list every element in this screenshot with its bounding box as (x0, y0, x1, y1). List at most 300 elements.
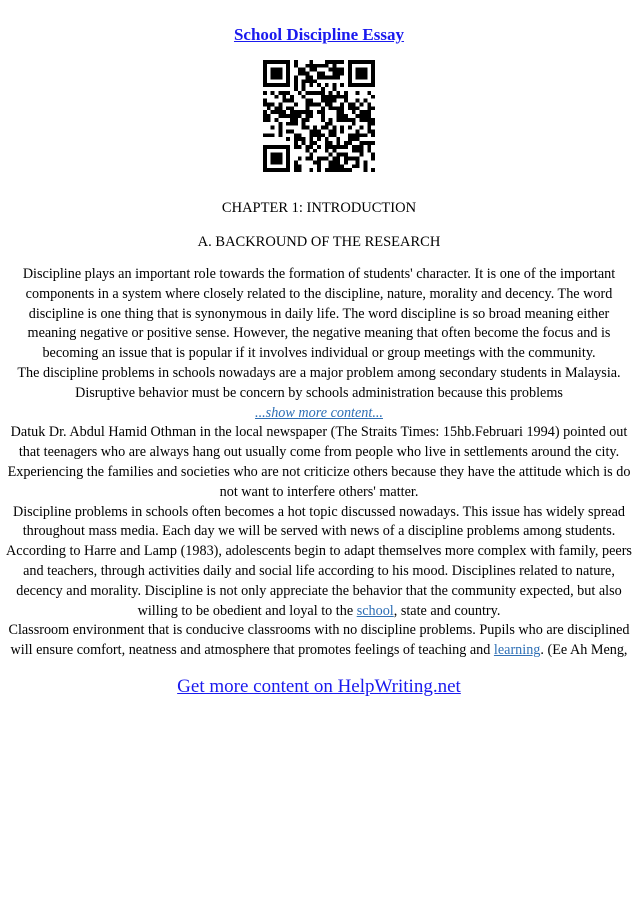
qr-module (267, 145, 271, 149)
qr-module (321, 95, 325, 99)
qr-module (352, 122, 356, 126)
qr-module (321, 75, 325, 79)
qr-module (371, 72, 375, 76)
qr-module (271, 68, 275, 72)
qr-module (340, 168, 344, 172)
qr-module (356, 137, 360, 141)
qr-module (302, 95, 306, 99)
qr-module (275, 106, 279, 110)
qr-module (313, 91, 317, 95)
qr-module (321, 118, 325, 122)
qr-module (313, 102, 317, 106)
qr-module (356, 99, 360, 103)
qr-module (278, 68, 282, 72)
qr-module (356, 149, 360, 153)
qr-module (271, 133, 275, 137)
qr-module (290, 110, 294, 114)
qr-module (371, 133, 375, 137)
qr-module (356, 72, 360, 76)
qr-module (360, 75, 364, 79)
qr-module (271, 72, 275, 76)
qr-module (313, 79, 317, 83)
show-more-row (6, 404, 632, 424)
qr-module (286, 64, 290, 68)
qr-module (348, 75, 352, 79)
qr-module (294, 83, 298, 87)
qr-module (275, 153, 279, 157)
qr-module (356, 114, 360, 118)
qr-module (363, 60, 367, 64)
qr-module (294, 114, 298, 118)
qr-module (309, 137, 313, 141)
qr-module (263, 149, 267, 153)
qr-module (298, 168, 302, 172)
qr-module (271, 160, 275, 164)
qr-module (329, 95, 333, 99)
qr-module (356, 106, 360, 110)
qr-module (321, 110, 325, 114)
qr-module (294, 133, 298, 137)
qr-module (282, 110, 286, 114)
qr-module (352, 102, 356, 106)
qr-module (348, 79, 352, 83)
qr-module (333, 168, 337, 172)
qr-module (278, 153, 282, 157)
qr-module (333, 75, 337, 79)
qr-module (348, 118, 352, 122)
qr-module (305, 114, 309, 118)
qr-module (298, 133, 302, 137)
qr-module (325, 99, 329, 103)
qr-module (309, 130, 313, 134)
qr-module (371, 118, 375, 122)
qr-module (263, 99, 267, 103)
qr-module (267, 114, 271, 118)
qr-module (360, 83, 364, 87)
qr-module (263, 110, 267, 114)
qr-module (333, 60, 337, 64)
school-link[interactable]: school (356, 602, 394, 619)
qr-module (275, 145, 279, 149)
qr-module (336, 75, 340, 79)
qr-module (321, 126, 325, 130)
qr-module (302, 118, 306, 122)
qr-module (286, 145, 290, 149)
qr-module (336, 160, 340, 164)
cta-row (0, 676, 638, 698)
qr-module (275, 118, 279, 122)
qr-module (352, 137, 356, 141)
qr-module (344, 118, 348, 122)
qr-module (344, 114, 348, 118)
qr-module (352, 118, 356, 122)
cta-link[interactable]: Get more content on HelpWriting.net (177, 676, 461, 697)
qr-module (282, 145, 286, 149)
qr-module (329, 133, 333, 137)
qr-module (275, 110, 279, 114)
qr-module (336, 137, 340, 141)
qr-module (336, 114, 340, 118)
qr-module (344, 160, 348, 164)
qr-module (267, 118, 271, 122)
qr-module (333, 149, 337, 153)
paragraph-3: Datuk Dr. Abdul Hamid Othman in the local newspaper (The Straits Times: 15hb.Februari 1994) pointed out that teenagers who are always hang out usually come from people who live in settlements around the city. Experiencing the families and societies who are not criticize others because they have the attitude which is do not want to interfere others' matter. (7, 424, 631, 500)
qr-module (336, 110, 340, 114)
qr-module (317, 83, 321, 87)
qr-module (298, 164, 302, 168)
qr-module (317, 160, 321, 164)
qr-module (294, 145, 298, 149)
qr-module (321, 87, 325, 91)
qr-module (336, 141, 340, 145)
qr-module (348, 60, 352, 64)
qr-module (329, 60, 333, 64)
qr-module (298, 137, 302, 141)
qr-module (305, 99, 309, 103)
qr-module (290, 95, 294, 99)
qr-module (298, 68, 302, 72)
qr-module (278, 130, 282, 134)
qr-module (333, 160, 337, 164)
qr-module (282, 99, 286, 103)
qr-module (371, 64, 375, 68)
chapter-heading: CHAPTER 1: INTRODUCTION (221, 200, 417, 216)
qr-module (329, 160, 333, 164)
document-title (0, 25, 638, 45)
qr-module (356, 145, 360, 149)
qr-module (333, 87, 337, 91)
qr-module (325, 102, 329, 106)
qr-module (348, 83, 352, 87)
qr-module (371, 79, 375, 83)
qr-module (352, 145, 356, 149)
qr-module (333, 83, 337, 87)
qr-module (267, 83, 271, 87)
qr-module (360, 60, 364, 64)
qr-module (363, 164, 367, 168)
qr-module (294, 122, 298, 126)
qr-module (263, 153, 267, 157)
qr-module (371, 168, 375, 172)
qr-module (305, 149, 309, 153)
qr-module (352, 83, 356, 87)
qr-module (302, 83, 306, 87)
qr-module (263, 72, 267, 76)
qr-module (371, 153, 375, 157)
qr-module (294, 102, 298, 106)
qr-module (267, 60, 271, 64)
qr-module (336, 145, 340, 149)
qr-module (336, 157, 340, 161)
qr-module (298, 145, 302, 149)
qr-module (321, 133, 325, 137)
qr-module (360, 126, 364, 130)
qr-module (367, 149, 371, 153)
qr-module (263, 91, 267, 95)
qr-module (340, 118, 344, 122)
qr-module (317, 164, 321, 168)
qr-module (329, 145, 333, 149)
qr-module (367, 118, 371, 122)
qr-module (275, 157, 279, 161)
qr-module (286, 130, 290, 134)
qr-module (344, 141, 348, 145)
qr-module (333, 99, 337, 103)
qr-module (263, 64, 267, 68)
qr-module (360, 102, 364, 106)
qr-module (309, 79, 313, 83)
qr-module (309, 102, 313, 106)
qr-module (294, 141, 298, 145)
qr-module (278, 75, 282, 79)
qr-module (356, 68, 360, 72)
qr-module (333, 145, 337, 149)
qr-module (290, 99, 294, 103)
qr-module (278, 102, 282, 106)
qr-module (294, 168, 298, 172)
qr-module (309, 114, 313, 118)
qr-module (336, 164, 340, 168)
essay-body (6, 265, 632, 661)
qr-module (286, 75, 290, 79)
qr-module (325, 122, 329, 126)
qr-module (317, 75, 321, 79)
qr-module (367, 83, 371, 87)
qr-module (344, 153, 348, 157)
title-link[interactable]: School Discipline Essay (233, 25, 405, 44)
qr-module (309, 110, 313, 114)
qr-module (340, 68, 344, 72)
qr-module (305, 91, 309, 95)
qr-module (294, 160, 298, 164)
qr-module (278, 72, 282, 76)
qr-module (348, 141, 352, 145)
qr-module (371, 122, 375, 126)
qr-module (267, 102, 271, 106)
qr-module (348, 72, 352, 76)
qr-module (363, 133, 367, 137)
qr-module (333, 64, 337, 68)
qr-module (305, 110, 309, 114)
qr-module (278, 126, 282, 130)
qr-module (271, 102, 275, 106)
qr-module (344, 91, 348, 95)
qr-module (275, 168, 279, 172)
qr-module (275, 83, 279, 87)
qr-module (302, 141, 306, 145)
qr-module (367, 60, 371, 64)
qr-module (271, 153, 275, 157)
qr-module (329, 164, 333, 168)
qr-module (356, 60, 360, 64)
qr-module (325, 64, 329, 68)
qr-module (363, 110, 367, 114)
qr-module (309, 145, 313, 149)
qr-module (294, 75, 298, 79)
qr-module (317, 145, 321, 149)
qr-module (278, 160, 282, 164)
paragraph-6-tail: . (Ee Ah Meng, (540, 642, 628, 659)
qr-module (305, 79, 309, 83)
qr-module (309, 83, 313, 87)
qr-module (336, 72, 340, 76)
qr-module (271, 91, 275, 95)
qr-module (267, 106, 271, 110)
qr-module (286, 153, 290, 157)
qr-module (317, 130, 321, 134)
qr-module (321, 64, 325, 68)
qr-module (344, 99, 348, 103)
qr-module (321, 99, 325, 103)
qr-module (367, 141, 371, 145)
qr-module (325, 126, 329, 130)
qr-module (263, 79, 267, 83)
qr-module (367, 91, 371, 95)
qr-module (286, 99, 290, 103)
qr-module (263, 145, 267, 149)
qr-module (305, 75, 309, 79)
qr-module (286, 83, 290, 87)
qr-module (275, 95, 279, 99)
qr-module (371, 68, 375, 72)
qr-module (356, 160, 360, 164)
qr-module (348, 168, 352, 172)
qr-module (263, 168, 267, 172)
qr-module (263, 83, 267, 87)
qr-module (305, 126, 309, 130)
paragraph-5-text: According to Harre and Lamp (1983), adolescents begin to adapt themselves more complex with family, peers and teachers, through activities daily and social life according to his mood. Disciplines related to nature, decency and morality. Discipline is not only appreciate the behavior that the community expected, but also willing to be obedient and loyal to the (6, 543, 632, 619)
qr-module (371, 83, 375, 87)
learning-link[interactable]: learning (493, 642, 541, 659)
qr-module (271, 110, 275, 114)
qr-module (286, 164, 290, 168)
qr-module (302, 87, 306, 91)
qr-module (278, 145, 282, 149)
qr-module (321, 114, 325, 118)
qr-module (340, 72, 344, 76)
qr-module (333, 68, 337, 72)
qr-module (263, 60, 267, 64)
qr-module (263, 164, 267, 168)
show-more-link[interactable]: ...show more content... (255, 404, 383, 421)
qr-module (294, 110, 298, 114)
qr-module (333, 130, 337, 134)
qr-module (329, 68, 333, 72)
qr-module (286, 106, 290, 110)
qr-module (356, 164, 360, 168)
qr-module (363, 72, 367, 76)
qr-module (286, 91, 290, 95)
qr-module (317, 133, 321, 137)
qr-module (286, 79, 290, 83)
qr-module (275, 60, 279, 64)
qr-module (348, 106, 352, 110)
qr-module (325, 141, 329, 145)
paragraph-6-text: Classroom environment that is conducive classrooms with no discipline problems. Pupils who are disciplined will ensure comfort, neatness and atmosphere that promotes feelings of teaching and (8, 622, 630, 659)
qr-module (278, 60, 282, 64)
qr-module (340, 110, 344, 114)
qr-module (333, 157, 337, 161)
qr-module (302, 79, 306, 83)
qr-module (309, 75, 313, 79)
qr-module (371, 130, 375, 134)
qr-module (360, 118, 364, 122)
qr-module (344, 168, 348, 172)
qr-module (317, 72, 321, 76)
qr-module (271, 75, 275, 79)
qr-module (271, 60, 275, 64)
qr-module (302, 72, 306, 76)
qr-module (294, 60, 298, 64)
qr-module (309, 141, 313, 145)
qr-module (321, 106, 325, 110)
qr-module (286, 157, 290, 161)
section-heading: A. BACKROUND OF THE RESEARCH (197, 234, 441, 250)
qr-module (356, 83, 360, 87)
paragraph-5-tail: , state and country. (393, 602, 501, 619)
qr-module (371, 95, 375, 99)
qr-module (313, 160, 317, 164)
qr-module (325, 149, 329, 153)
qr-module (325, 168, 329, 172)
qr-module (290, 106, 294, 110)
qr-module (278, 168, 282, 172)
qr-module (367, 130, 371, 134)
qr-module (360, 149, 364, 153)
qr-module (348, 68, 352, 72)
qr-module (294, 79, 298, 83)
qr-module (371, 106, 375, 110)
qr-module (282, 168, 286, 172)
qr-module (263, 160, 267, 164)
qr-module (309, 99, 313, 103)
qr-module (286, 160, 290, 164)
qr-module (294, 164, 298, 168)
qr-module (367, 102, 371, 106)
qr-module (321, 157, 325, 161)
qr-module (360, 153, 364, 157)
qr-module (356, 91, 360, 95)
qr-module (329, 99, 333, 103)
qr-module (286, 60, 290, 64)
qr-module (340, 102, 344, 106)
qr-module (333, 95, 337, 99)
qr-module (363, 118, 367, 122)
qr-module (352, 133, 356, 137)
qr-module (360, 114, 364, 118)
qr-module (363, 114, 367, 118)
qr-module (298, 72, 302, 76)
qr-module (317, 137, 321, 141)
paragraph-6 (6, 621, 632, 661)
qr-module (313, 149, 317, 153)
qr-module (360, 141, 364, 145)
qr-module (340, 145, 344, 149)
qr-module (356, 130, 360, 134)
qr-module (371, 141, 375, 145)
qr-module (363, 83, 367, 87)
qr-module (325, 145, 329, 149)
qr-module (282, 95, 286, 99)
qr-module (348, 157, 352, 161)
qr-module (329, 122, 333, 126)
qr-module (286, 122, 290, 126)
qr-module (278, 157, 282, 161)
qr-module (313, 130, 317, 134)
qr-module (348, 64, 352, 68)
qr-module (305, 102, 309, 106)
qr-module (271, 126, 275, 130)
